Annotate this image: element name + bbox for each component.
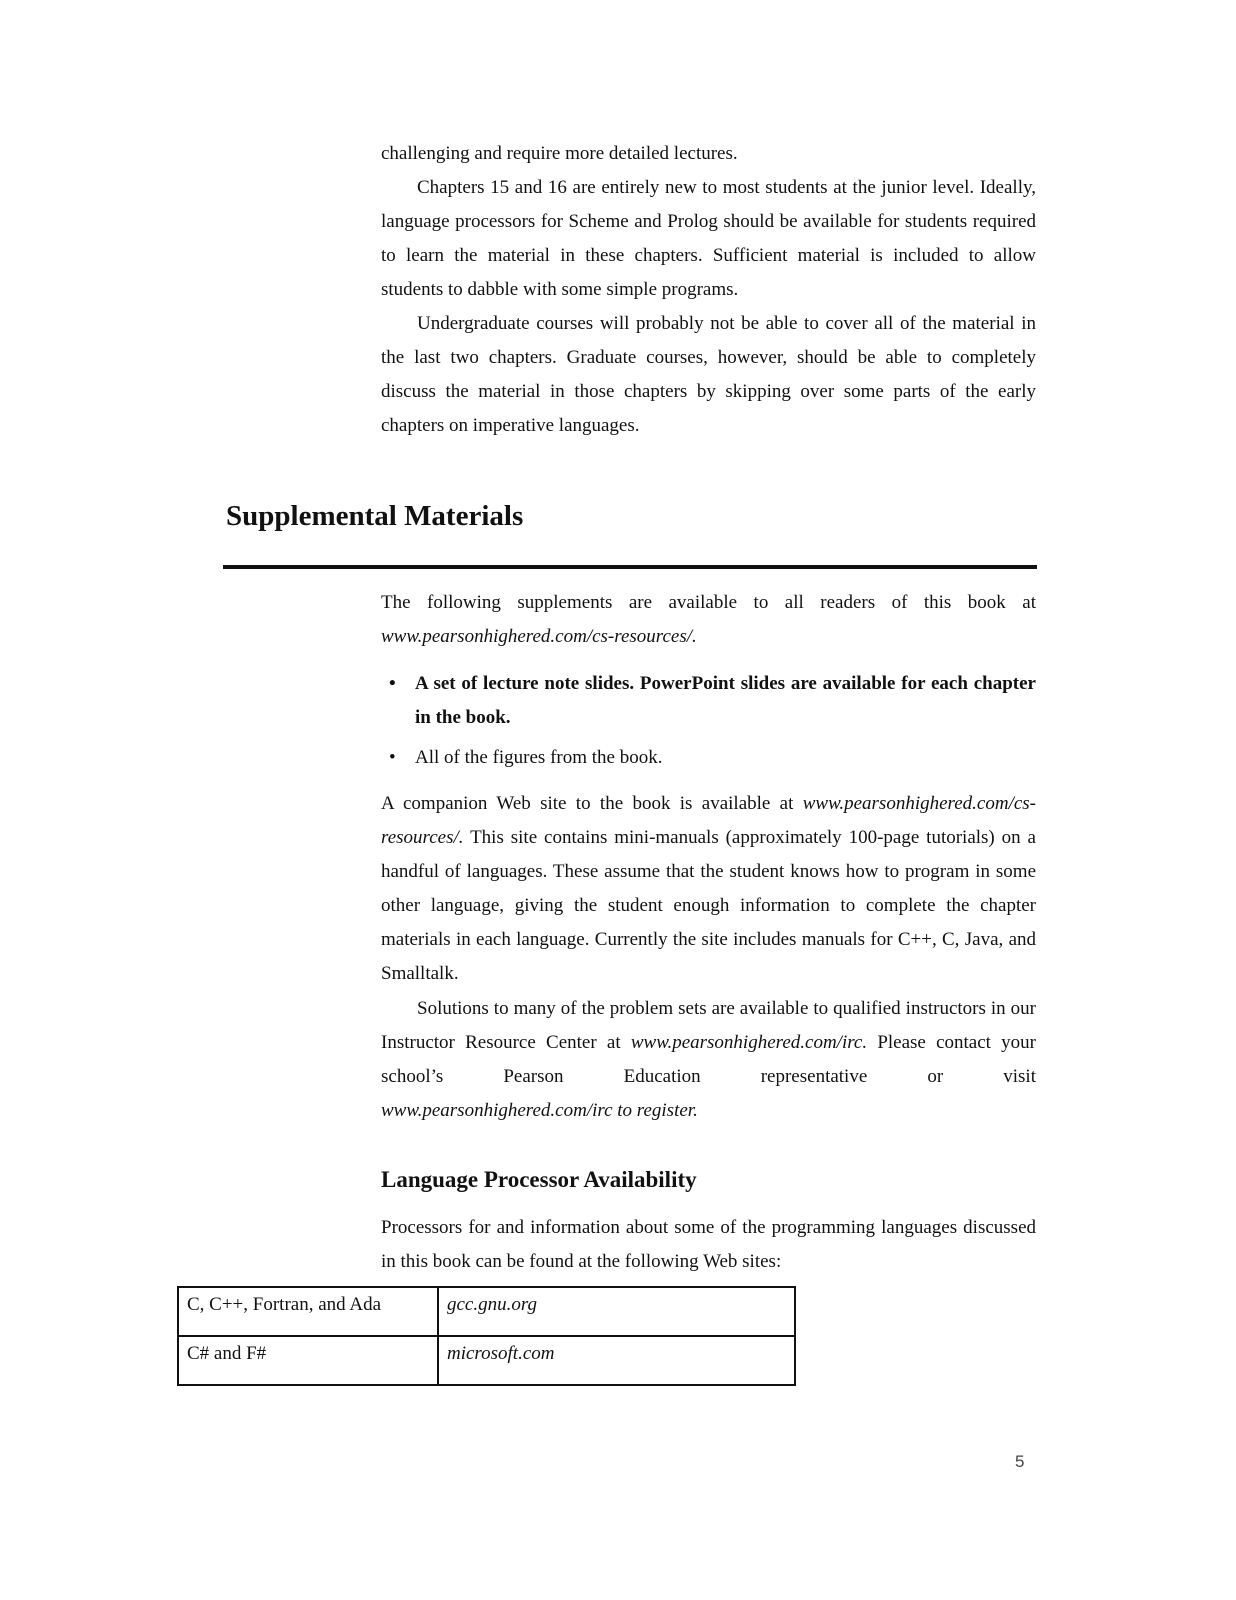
supplements-link: www.pearsonhighered.com/cs-resources/. (381, 626, 697, 647)
solutions-link-irc: www.pearsonhighered.com/irc. (630, 1032, 868, 1053)
solutions-paragraph (381, 992, 1036, 1128)
companion-text-post: This site contains mini-manuals (approximately 100-page tutorials) on a handful of languages. These assume that the student knows how to program in some other language, giving the student enough information to complete the chapter materials in each language. Currently the site includes manuals for C++, C, Java, and Smalltalk. (381, 827, 1036, 984)
table-cell-site: gcc.gnu.org (438, 1287, 795, 1336)
companion-link: www.pearsonhighered.com/cs-resources/. (381, 793, 1037, 848)
supplements-intro (381, 586, 1036, 654)
subheading-language-processor-availability: Language Processor Availability (381, 1167, 697, 1192)
section-divider (223, 565, 1037, 569)
list-item-text: All of the figures from the book. (415, 747, 663, 768)
paragraph-chapters-15-16: Chapters 15 and 16 are entirely new to most students at the junior level. Ideally, language processors for Scheme and Prolog should be available for students required to learn the material in these chapters. Sufficient material is included to allow students to dabble with some simple programs. (381, 177, 1036, 300)
companion-text-pre: A companion Web site to the book is available at (381, 793, 794, 814)
solutions-body (381, 992, 1036, 1094)
paragraph-undergraduate-courses: Undergraduate courses will probably not be able to cover all of the material in the last two chapters. Graduate courses, however, should be able to completely discuss the material in those chapters by skipping over some parts of the early chapters on imperative languages. (381, 313, 1036, 436)
table-cell-languages: C# and F# (178, 1336, 438, 1385)
solutions-text-pre: Solutions to many of the problem sets are available to qualified instructors in our Instructor Resource Center at (381, 998, 1036, 1053)
bullet-icon: • (389, 747, 396, 768)
solutions-register-link: www.pearsonhighered.com/irc to register. (381, 1100, 698, 1121)
table-cell-site: microsoft.com (438, 1336, 795, 1385)
solutions-text-mid: Please contact your school’s Pearson Education representative or visit (381, 1032, 1037, 1087)
supplements-list (381, 667, 1036, 775)
intro-line-top: challenging and require more detailed lectures. (381, 143, 738, 164)
list-item-text: A set of lecture note slides. PowerPoint slides are available for each chapter in the book. (415, 673, 1036, 728)
page-number: 5 (1015, 1452, 1025, 1471)
language-sites-table (177, 1286, 796, 1386)
supplements-intro-text: The following supplements are available to all readers of this book at (381, 592, 1036, 613)
companion-paragraph (381, 787, 1036, 991)
intro-text (381, 137, 1036, 443)
table-row (178, 1287, 795, 1336)
list-item (381, 741, 1036, 775)
table-cell-languages: C, C++, Fortran, and Ada (178, 1287, 438, 1336)
language-processor-text: Processors for and information about some of the programming languages discussed in this book can be found at the following Web sites: (381, 1217, 1036, 1272)
list-item (381, 667, 1036, 735)
table-row (178, 1336, 795, 1385)
section-heading-supplemental-materials: Supplemental Materials (226, 500, 524, 532)
bullet-icon: • (389, 673, 396, 694)
